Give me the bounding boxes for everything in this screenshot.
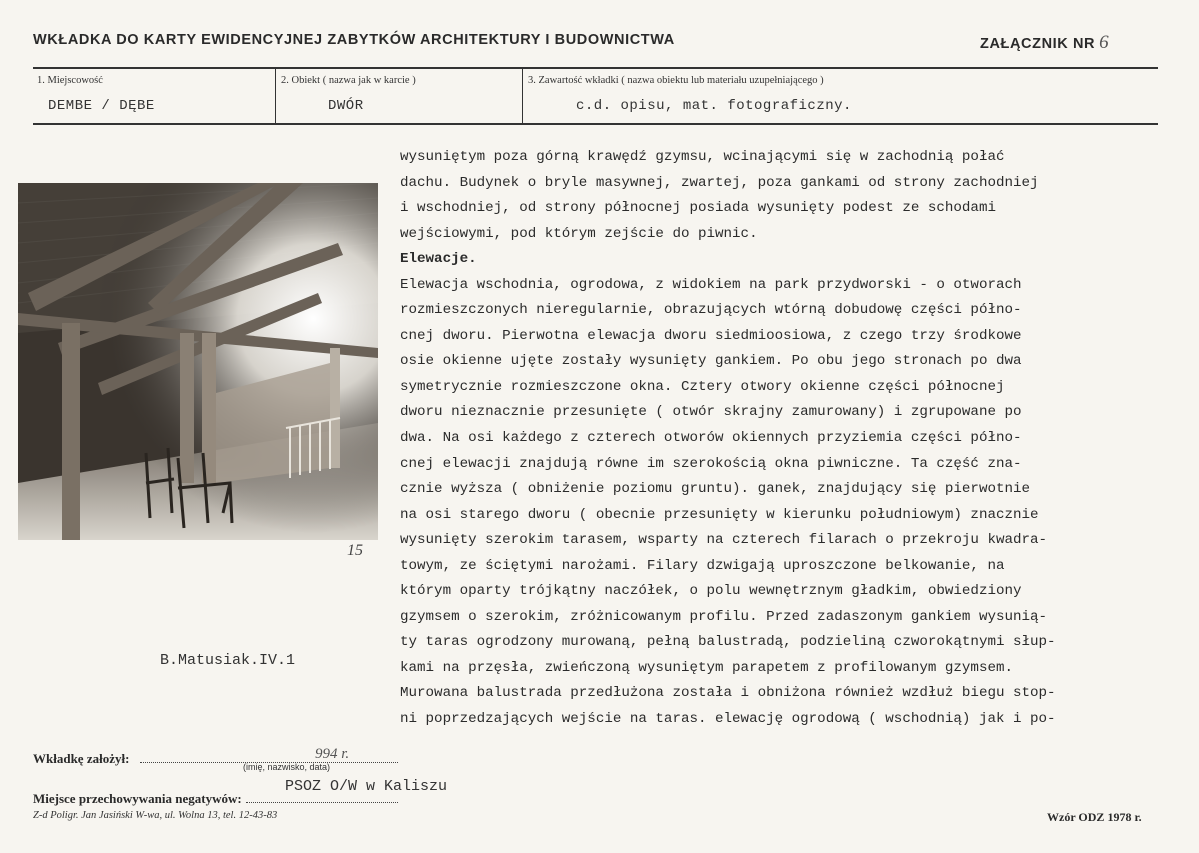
text-line: ty taras ogrodzony murowaną, pełną balustradą, podzieliną czworokątnymi słup-	[400, 634, 1056, 651]
negatives-value: PSOZ O/W w Kaliszu	[285, 778, 448, 795]
contents-label: 3. Zawartość wkładki ( nazwa obiektu lub materiału uzupełniającego )	[528, 75, 824, 86]
contents-value: c.d. opisu, mat. fotograficzny.	[576, 98, 852, 114]
field-divider-1	[275, 67, 276, 124]
text-line: Elewacja wschodnia, ogrodowa, z widokiem na park przydworski - o otworach	[400, 276, 1022, 293]
template-reference: Wzór ODZ 1978 r.	[1047, 810, 1142, 824]
photo-author: B.Matusiak.IV.1	[160, 652, 296, 669]
text-line: którym oparty trójkątny naczółek, o polu wewnętrznym gładkim, obwiedziony	[400, 583, 1022, 600]
text-line: wysunięty szerokim tarasem, wsparty na czterech filarach o przekroju kwadra-	[400, 532, 1048, 549]
negatives-label: Miejsce przechowywania negatywów:	[33, 791, 242, 806]
text-line: i wschodniej, od strony północnej posiada wysunięty podest ze schodami	[400, 200, 996, 217]
printer-imprint: Z-d Poligr. Jan Jasiński W-wa, ul. Wolna 13, tel. 12-43-83	[33, 810, 278, 821]
text-line: ni poprzedzających wejście na taras. elewację ogrodową ( wschodnią) jak i po-	[400, 711, 1056, 728]
form-title: WKŁADKA DO KARTY EWIDENCYJNEJ ZABYTKÓW ARCHITEKTURY I BUDOWNICTWA	[33, 32, 675, 48]
text-line: dachu. Budynek o bryle masywnej, zwartej, poza gankami od strony zachodniej	[400, 174, 1039, 191]
locality-label: 1. Miejscowość	[37, 75, 103, 86]
text-line: kami na przęsła, zwieńczoną wysuniętym parapetem z profilowanym gzymsem.	[400, 659, 1013, 676]
locality-value: DEMBE / DĘBE	[48, 98, 155, 114]
annex-label-text: ZAŁĄCZNIK NR	[980, 36, 1096, 52]
header-top-rule	[33, 67, 1158, 69]
text-line: wejściowymi, pod którym zejście do piwnic.	[400, 225, 758, 242]
header-bottom-rule	[33, 123, 1158, 125]
section-heading: Elewacje.	[400, 251, 477, 268]
text-line: gzymsem o szerokim, zróżnicowanym profilu. Przed zadaszonym gankiem wysunią-	[400, 608, 1048, 625]
text-line: Murowana balustrada przedłużona została i obniżona również wzdłuż biegu stop-	[400, 685, 1056, 702]
negatives-line	[246, 802, 398, 803]
text-line: cznie wyższa ( obniżenie poziomu gruntu). ganek, znajdujący się pierwotnie	[400, 481, 1031, 498]
text-line: symetrycznie rozmieszczone okna. Cztery otwory okienne części północnej	[400, 378, 1005, 395]
field-divider-2	[522, 67, 523, 124]
description-text	[400, 145, 1170, 733]
text-line: rozmieszczonych nieregularnie, obrazujących wtórną dobudowę części półno-	[400, 302, 1022, 319]
text-line: wysuniętym poza górną krawędź gzymsu, wcinającymi się w zachodnią połać	[400, 149, 1005, 165]
text-line: towym, ze ściętymi narożami. Filary dzwigają uproszczone belkowanie, na	[400, 557, 1005, 574]
object-value: DWÓR	[328, 98, 364, 114]
inserted-by-note: (imię, nazwisko, data)	[243, 762, 331, 772]
text-line: na osi starego dworu ( obecnie przesunięty w kierunku południowym) znacznie	[400, 506, 1039, 523]
text-line: osie okienne ujęte zostały wysunięty gankiem. Po obu jego stronach po dwa	[400, 353, 1022, 370]
annex-label	[980, 32, 1109, 54]
text-line: dworu nieznacznie przesunięte ( otwór skrajny zamurowany) i zgrupowane po	[400, 404, 1022, 421]
annex-number: 6	[1099, 32, 1110, 53]
text-line: cnej dworu. Pierwotna elewacja dworu siedmioosiowa, z czego trzy środkowe	[400, 327, 1022, 344]
text-line: dwa. Na osi każdego z czterech otworów okiennych przyziemia części półno-	[400, 430, 1022, 447]
attic-photograph	[18, 183, 378, 540]
inserted-by-label: Wkładkę założył:	[33, 751, 130, 766]
object-label: 2. Obiekt ( nazwa jak w karcie )	[281, 75, 416, 86]
photo-number: 15	[347, 542, 363, 559]
text-line: cnej elewacji znajdują równe im szerokością okna piwniczne. Ta część zna-	[400, 455, 1022, 472]
inserted-by-value: 994 r.	[315, 746, 350, 762]
